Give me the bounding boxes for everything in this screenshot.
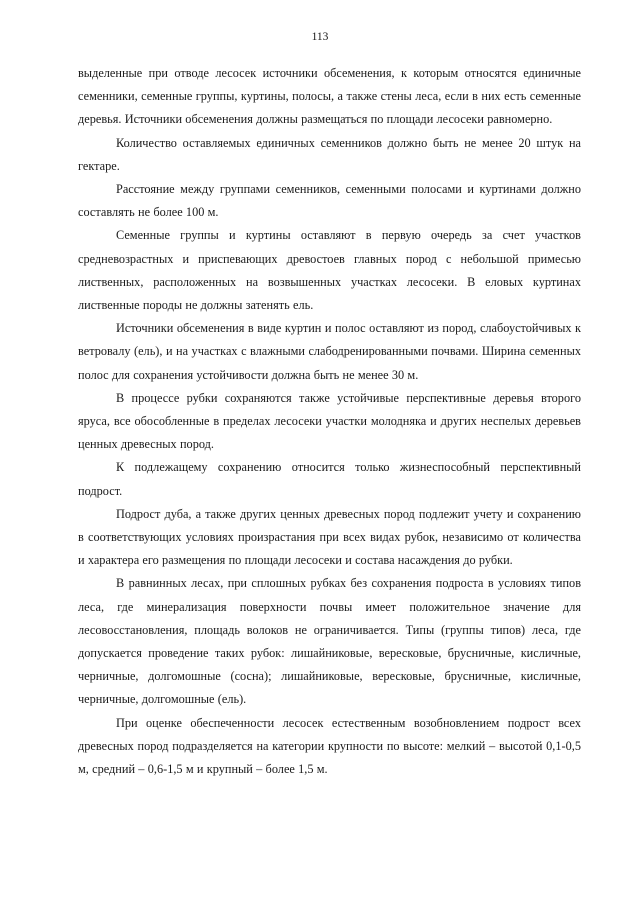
paragraph-7: К подлежащему сохранению относится только жизнеспособный перспективный подрост.	[78, 460, 581, 498]
paragraph-2: Количество оставляемых единичных семенников должно быть не менее 20 штук на гектаре.	[78, 135, 581, 173]
paragraph-8: Подрост дуба, а также других ценных древесных пород подлежит учету и сохранению в соответствующих условиях произрастания при всех видах рубок, независимо от количества и характера его размещения по площади лесосеки и состава насаждения до рубки.	[78, 506, 581, 568]
paragraph-3: Расстояние между группами семенников, семенными полосами и куртинами должно составлять не более 100 м.	[78, 182, 581, 220]
paragraph-9: В равнинных лесах, при сплошных рубках без сохранения подроста в условиях типов леса, где минерализация поверхности почвы имеет положительное значение для лесовосстановления, площадь волоков не ограничивается. Типы (группы типов) леса, где допускается проведение таких рубок: лишайниковые, вересковые, брусничные, кисличные, черничные, долгомошные (сосна); лишайниковые, вересковые, брусничные, кисличные, черничные, долгомошные (ель).	[78, 576, 581, 707]
paragraph-1: выделенные при отводе лесосек источники обсеменения, к которым относятся единичные семенники, семенные группы, куртины, полосы, а также стены леса, если в них есть семенные деревья. Источники обсеменения должны размещаться по площади лесосеки равномерно.	[78, 66, 581, 127]
paragraph-5: Источники обсеменения в виде куртин и полос оставляют из пород, слабоустойчивых к ветровалу (ель), и на участках с влажными слабодренированными почвами. Ширина семенных полос для сохранения устойчивости должна быть не менее 30 м.	[78, 321, 581, 382]
body-text	[78, 62, 581, 781]
paragraph-6: В процессе рубки сохраняются также устойчивые перспективные деревья второго яруса, все обособленные в пределах лесосеки участки молодняка и других неспелых деревьев ценных древесных пород.	[78, 390, 581, 452]
page-number: 113	[311, 31, 329, 43]
paragraph-10: При оценке обеспеченности лесосек естественным возобновлением подрост всех древесных пород подразделяется на категории крупности по высоте: мелкий – высотой 0,1-0,5 м, средний – 0,6-1,5 м и крупный – более 1,5 м.	[78, 715, 581, 777]
paragraph-4: Семенные группы и куртины оставляют в первую очередь за счет участков средневозрастных и приспевающих древостоев главных пород с небольшой примесью лиственных, расположенных на возвышенных участках лесосеки. В еловых куртинах лиственные породы не должны затенять ель.	[78, 228, 581, 313]
